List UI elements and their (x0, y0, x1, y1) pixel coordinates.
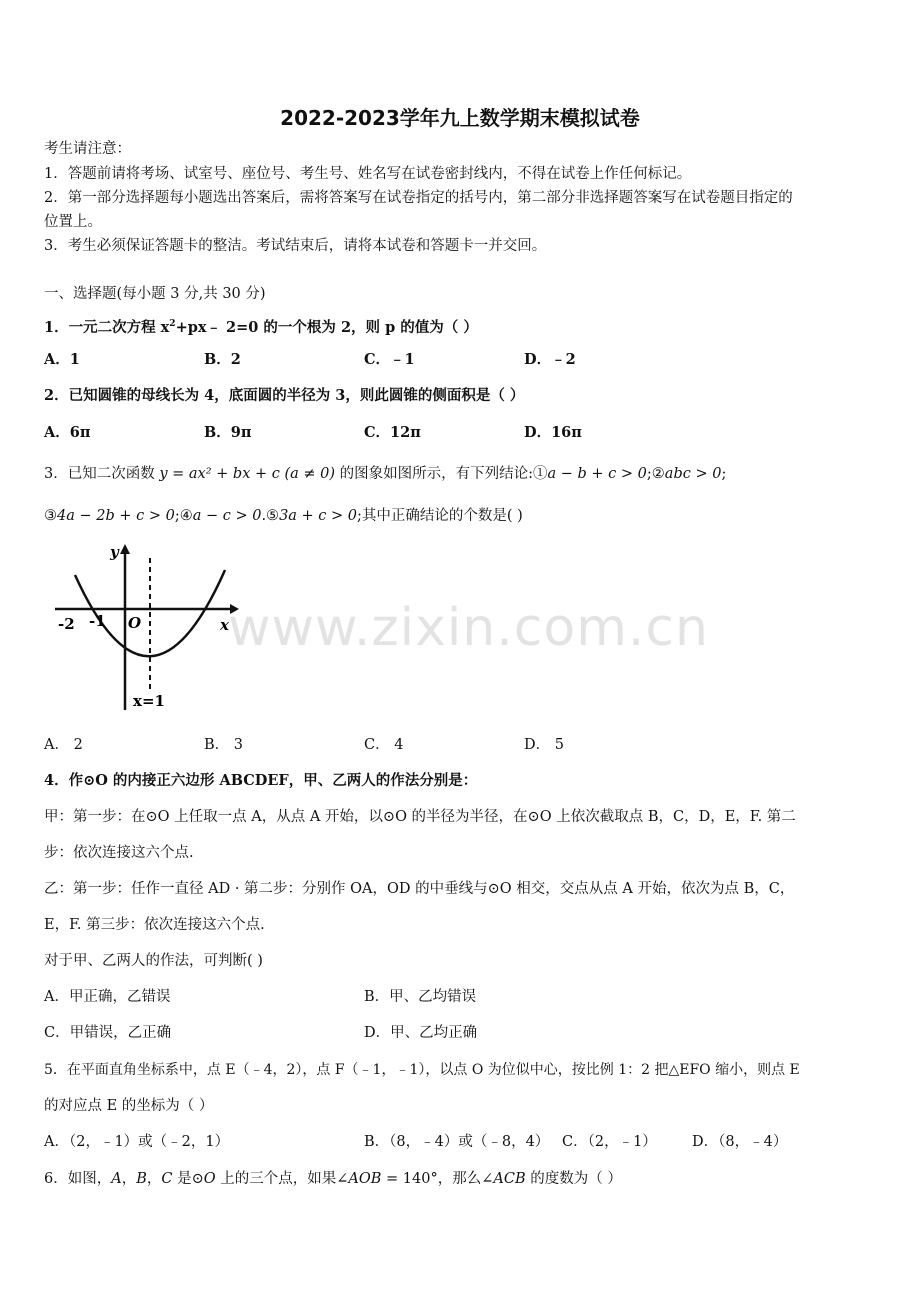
question-4-method-jia-cont: 步：依次连接这六个点. (44, 845, 194, 861)
question-3-option-a: A． 2 (44, 737, 83, 753)
section-heading: 一、选择题(每小题 3 分,共 30 分) (44, 286, 266, 302)
question-3-stem-line1: 3．已知二次函数 y = ax² + bx + c (a ≠ 0) 的图象如图所示，有下列结论:①a − b + c > 0;②abc > 0; (44, 466, 727, 482)
question-5-option-c: C．（2，﹣1） (562, 1134, 657, 1150)
question-2-option-c: C．12π (364, 424, 421, 441)
question-5-stem-cont: 的对应点 E 的坐标为（ ） (44, 1098, 214, 1114)
tick-label-neg2: -2 (58, 615, 75, 633)
question-4-stem: 4．作⊙O 的内接正六边形 ABCDEF，甲、乙两人的作法分别是： (44, 772, 478, 789)
question-4-method-yi: 乙：第一步：任作一直径 AD · 第二步：分别作 OA，OD 的中垂线与⊙O 相交，交点从点 A 开始，依次为点 B，C， (44, 881, 795, 897)
question-5-stem: 5．在平面直角坐标系中，点 E（﹣4，2），点 F（﹣1，﹣1），以点 O 为位似中心，按比例 1：2 把△EFO 缩小，则点 E (44, 1062, 800, 1078)
notice-item: 3．考生必须保证答题卡的整洁。考试结束后，请将本试卷和答题卡一并交回。 (44, 238, 547, 254)
y-axis-arrow (120, 544, 130, 554)
notice-heading: 考生请注意： (44, 141, 131, 157)
question-1-option-b: B．2 (204, 351, 241, 368)
question-4-method-yi-cont: E，F. 第三步：依次连接这六个点. (44, 917, 265, 933)
question-2-stem: 2．已知圆锥的母线长为 4，底面圆的半径为 3，则此圆锥的侧面积是（ ） (44, 387, 525, 404)
tick-label-neg1: -1 (89, 612, 106, 630)
y-label: y (110, 543, 119, 561)
watermark: www.zixin.com.cn (228, 598, 709, 658)
question-4-judge: 对于甲、乙两人的作法，可判断( ) (44, 953, 263, 969)
question-4-option-b: B．甲、乙均错误 (364, 989, 477, 1005)
question-5-option-a: A．（2，﹣1）或（﹣2，1） (44, 1134, 230, 1150)
origin-label: O (128, 614, 142, 632)
question-4-option-a: A．甲正确，乙错误 (44, 989, 171, 1005)
question-3-stem-line2: ③4a − 2b + c > 0;④a − c > 0.⑤3a + c > 0;其中正确结论的个数是( ) (44, 508, 523, 524)
question-2-option-b: B．9π (204, 424, 252, 441)
page-title: 2022-2023学年九上数学期末模拟试卷 (280, 106, 640, 130)
notice-item: 2．第一部分选择题每小题选出答案后，需将答案写在试卷指定的括号内，第二部分非选择题答案写在试卷题目指定的 (44, 190, 793, 206)
symmetry-axis-label: x=1 (133, 692, 165, 710)
question-5-option-d: D．（8，﹣4） (692, 1134, 788, 1150)
parabola-figure (50, 540, 240, 715)
question-4-method-jia: 甲：第一步：在⊙O 上任取一点 A，从点 A 开始，以⊙O 的半径为半径，在⊙O 上依次截取点 B，C，D，E，F. 第二 (44, 809, 796, 825)
question-2-option-a: A．6π (44, 424, 91, 441)
question-1-option-d: D．﹣2 (524, 351, 576, 368)
question-3-option-c: C． 4 (364, 737, 404, 753)
question-6-stem: 6．如图，A，B，C 是⊙O 上的三个点，如果∠AOB = 140°，那么∠ACB 的度数为（ ） (44, 1171, 622, 1187)
question-1-option-c: C．﹣1 (364, 351, 415, 368)
x-axis-arrow (230, 604, 239, 614)
notice-item: 1．答题前请将考场、试室号、座位号、考生号、姓名写在试卷密封线内，不得在试卷上作任何标记。 (44, 166, 692, 182)
x-label: x (220, 616, 229, 634)
question-4-option-c: C．甲错误，乙正确 (44, 1025, 172, 1041)
question-4-option-d: D．甲、乙均正确 (364, 1025, 478, 1041)
notice-item: 位置上。 (44, 214, 102, 230)
question-3-option-b: B． 3 (204, 737, 243, 753)
question-1-stem: 1．一元二次方程 $x^2+px﹣$ 2=0 的一个根为 2，则 p 的值为（ ） (44, 318, 478, 336)
question-5-option-b: B．（8，﹣4）或（﹣8，4） (364, 1134, 550, 1150)
question-3-option-d: D． 5 (524, 737, 564, 753)
question-2-option-d: D．16π (524, 424, 582, 441)
question-1-option-a: A．1 (44, 351, 80, 368)
